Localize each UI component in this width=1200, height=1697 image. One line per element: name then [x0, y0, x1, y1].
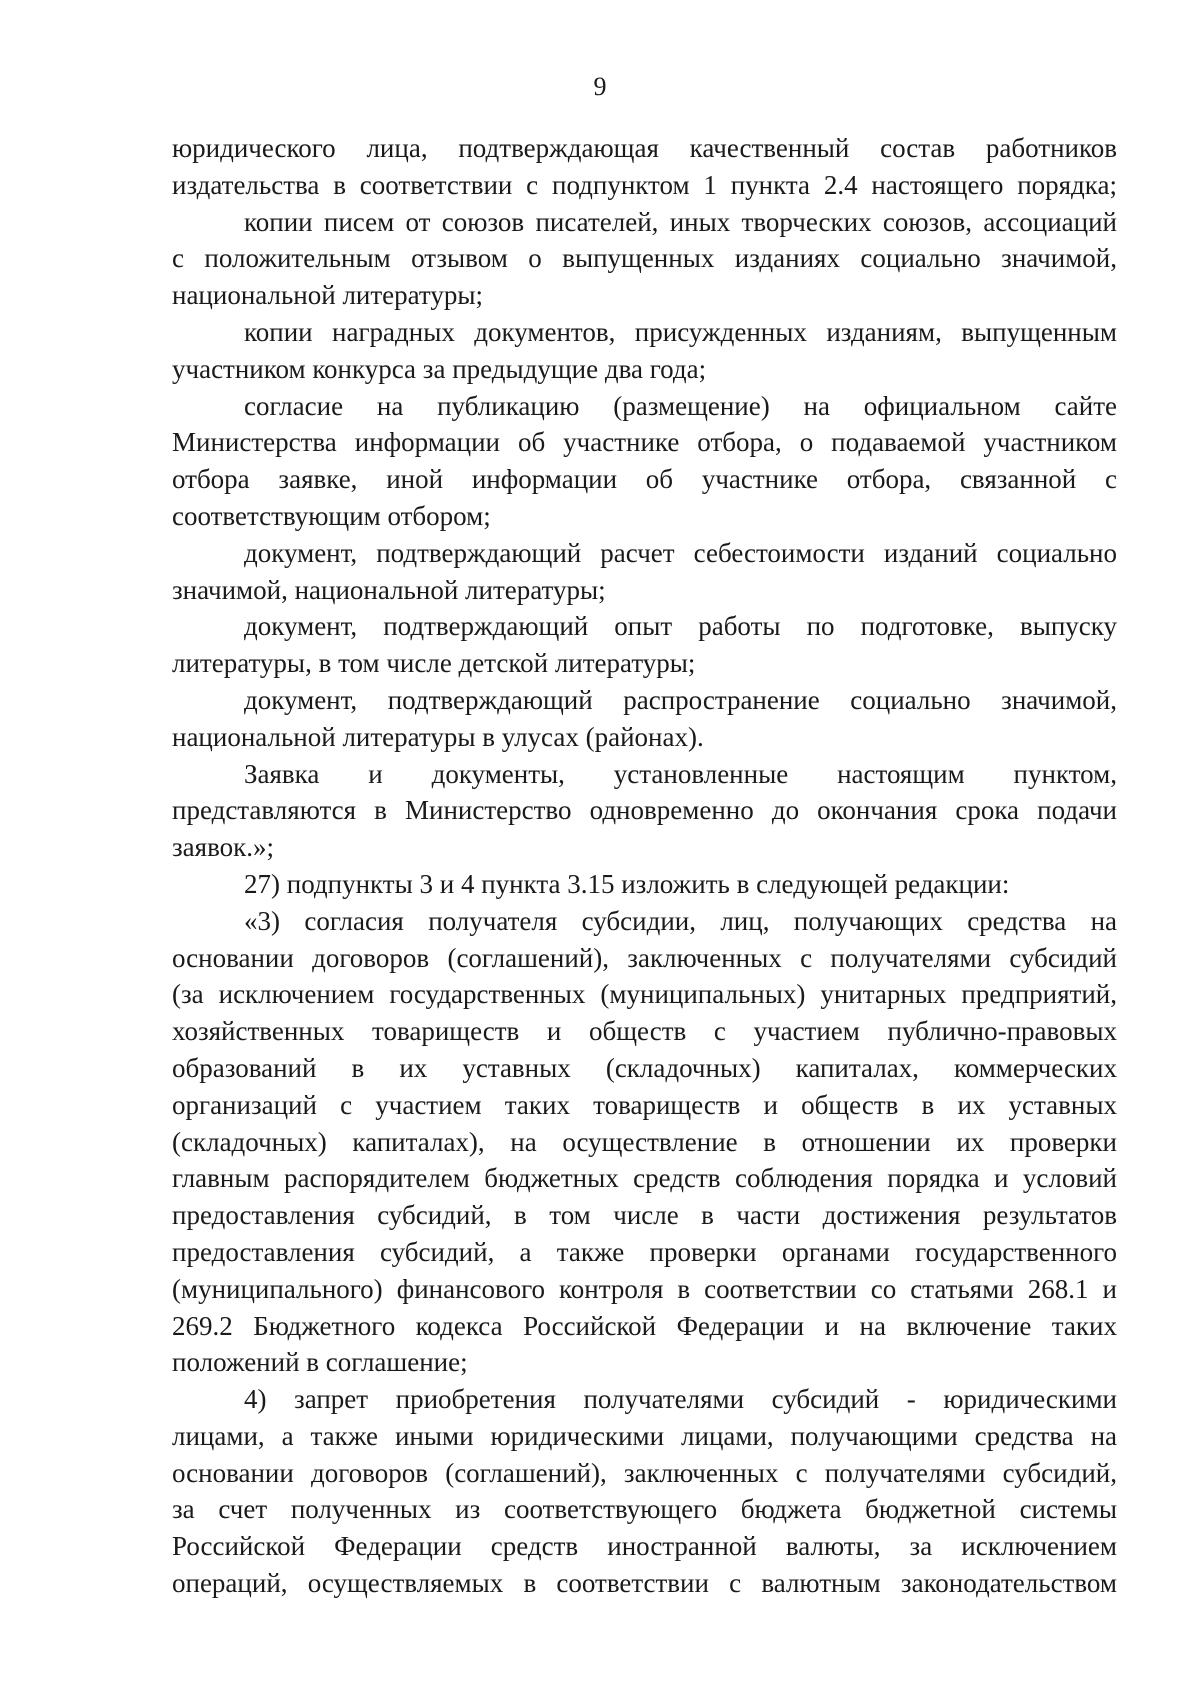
text-line: (складочных) капиталах), на осуществление в отношении их проверки: [172, 1126, 1117, 1157]
text-line: документ, подтверждающий расчет себестоимости изданий социально: [244, 537, 1117, 568]
text-line: национальной литературы в улусах (районах).: [172, 721, 704, 752]
text-line: 4) запрет приобретения получателями субсидий - юридическими: [244, 1384, 1117, 1415]
text-line: «3) согласия получателя субсидии, лиц, получающих средства на: [244, 905, 1117, 936]
text-line: (муниципального) финансового контроля в соответствии со статьями 268.1 и: [172, 1273, 1117, 1304]
text-line: отбора заявке, иной информации об участнике отбора, связанной с: [172, 464, 1117, 495]
text-line: заявок.»;: [172, 832, 275, 863]
text-line: национальной литературы;: [172, 280, 484, 311]
text-line: документ, подтверждающий распространение социально значимой,: [244, 684, 1117, 715]
text-line: согласие на публикацию (размещение) на официальном сайте: [244, 390, 1117, 421]
text-line: лицами, а также иными юридическими лицами, получающими средства на: [172, 1420, 1117, 1451]
text-line: предоставления субсидий, а также проверки органами государственного: [172, 1236, 1117, 1267]
text-line: основании договоров (соглашений), заключенных с получателями субсидий,: [172, 1457, 1117, 1488]
page-number: 9: [593, 72, 607, 101]
text-line: копии наградных документов, присужденных изданиям, выпущенным: [244, 316, 1117, 347]
text-line: издательства в соответствии с подпунктом 1 пункта 2.4 настоящего порядка;: [172, 169, 1117, 200]
text-line: соответствующим отбором;: [172, 500, 491, 531]
document-body: [172, 130, 1117, 1602]
text-line: Заявка и документы, установленные настоящим пунктом,: [244, 758, 1117, 789]
text-line: копии писем от союзов писателей, иных творческих союзов, ассоциаций: [244, 206, 1117, 237]
text-line: 269.2 Бюджетного кодекса Российской Федерации и на включение таких: [172, 1310, 1117, 1341]
text-line: представляются в Министерство одновременно до окончания срока подачи: [172, 795, 1117, 826]
text-line: хозяйственных товариществ и обществ с участием публично-правовых: [172, 1016, 1117, 1047]
text-line: Российской Федерации средств иностранной валюты, за исключением: [172, 1531, 1117, 1562]
text-line: за счет полученных из соответствующего бюджета бюджетной системы: [172, 1494, 1117, 1525]
text-line: юридического лица, подтверждающая качественный состав работников: [172, 133, 1117, 163]
text-line: с положительным отзывом о выпущенных изданиях социально значимой,: [172, 243, 1117, 274]
text-line: операций, осуществляемых в соответствии с валютным законодательством: [172, 1568, 1117, 1599]
text-line: предоставления субсидий, в том числе в части достижения результатов: [172, 1200, 1117, 1231]
text-line: организаций с участием таких товариществ и обществ в их уставных: [172, 1089, 1117, 1120]
text-line: Министерства информации об участнике отбора, о подаваемой участником: [172, 427, 1117, 458]
text-line: литературы, в том числе детской литературы;: [172, 648, 696, 679]
text-line: образований в их уставных (складочных) капиталах, коммерческих: [172, 1052, 1117, 1083]
text-line: 27) подпункты 3 и 4 пункта 3.15 изложить в следующей редакции:: [244, 868, 1010, 899]
text-line: участником конкурса за предыдущие два года;: [172, 353, 707, 384]
text-line: документ, подтверждающий опыт работы по подготовке, выпуску: [244, 611, 1117, 642]
text-line: положений в соглашение;: [172, 1347, 468, 1378]
text-line: основании договоров (соглашений), заключенных с получателями субсидий: [172, 942, 1117, 973]
text-line: главным распорядителем бюджетных средств соблюдения порядка и условий: [172, 1163, 1117, 1194]
text-line: значимой, национальной литературы;: [172, 574, 606, 605]
text-line: (за исключением государственных (муниципальных) унитарных предприятий,: [172, 979, 1117, 1010]
